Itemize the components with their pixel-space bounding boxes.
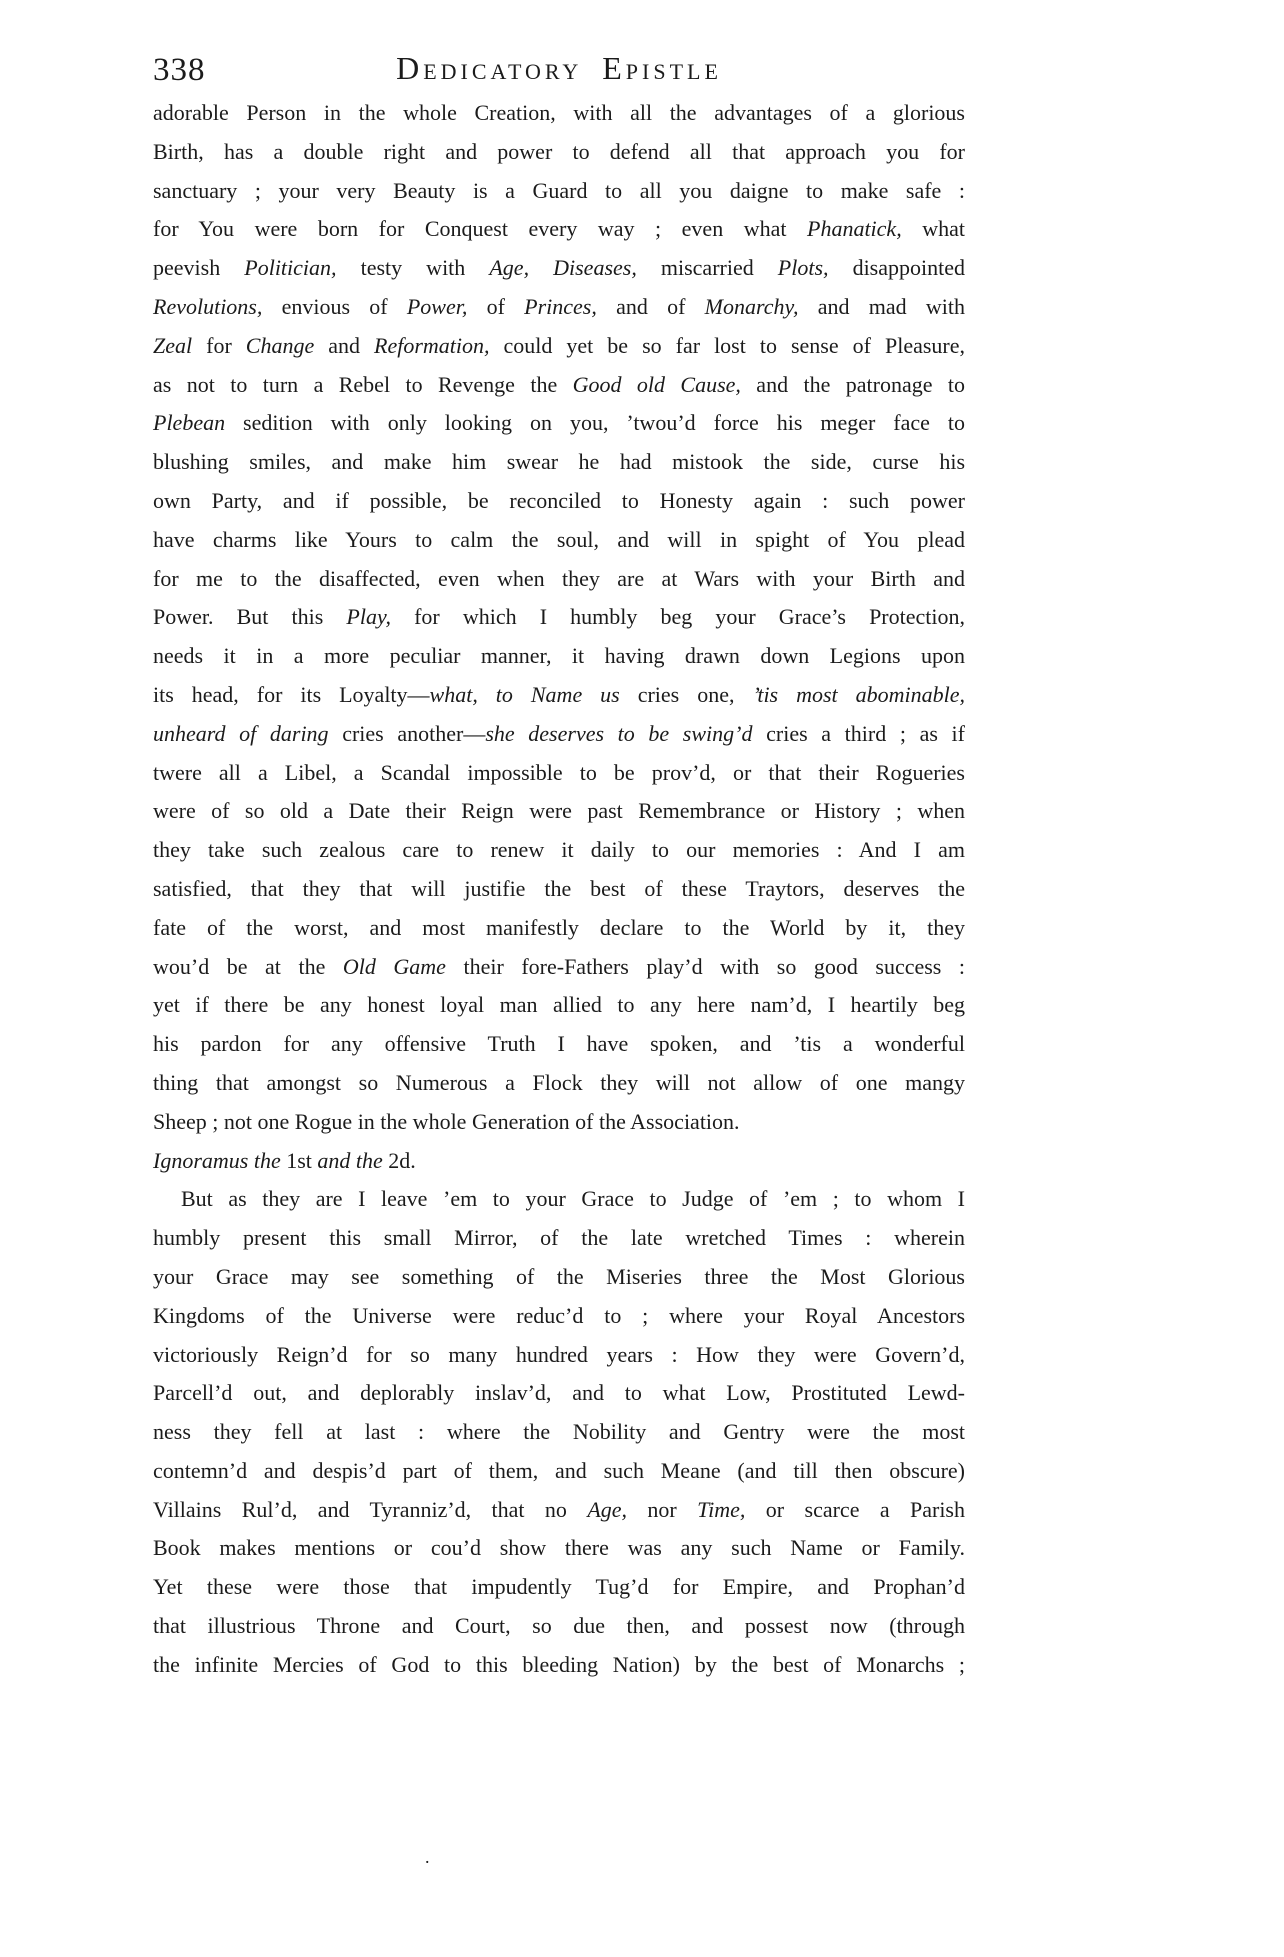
text-run: cries a third ; as if (752, 720, 965, 746)
text-run: envious of (262, 293, 407, 319)
text-run: adorable Person in the whole Creation, with all the advantages of a glorious (153, 100, 965, 125)
text-run: have charms like Yours to calm the soul, and will in spight of You plead (153, 526, 965, 552)
text-run: what (901, 216, 965, 242)
text-line (153, 1336, 965, 1375)
text-run: ness they fell at last : where the Nobility and Gentry were the most (153, 1419, 965, 1445)
italic-text-run: Plots, (777, 255, 829, 281)
italic-text-run: Time, (697, 1496, 746, 1522)
text-run: its head, for its Loyalty— (153, 681, 430, 707)
text-line (153, 1103, 965, 1142)
text-run: his pardon for any offensive Truth I have spoken, and ’tis a wonderful (153, 1031, 965, 1057)
ink-dot-artifact: . (425, 1847, 430, 1867)
text-line (153, 754, 965, 793)
text-run: that illustrious Throne and Court, so due then, and possest now (through (153, 1613, 965, 1639)
paragraph (153, 1180, 965, 1684)
paragraph (153, 94, 965, 1142)
text-line (153, 1297, 965, 1336)
text-run: disappointed (828, 255, 965, 281)
text-line (153, 133, 965, 172)
page-number: 338 (153, 52, 206, 88)
text-run: sanctuary ; your very Beauty is a Guard to all you daigne to make safe : (153, 177, 965, 203)
text-run: Yet these were those that impudently Tug’d for Empire, and Prophan’d (153, 1574, 965, 1600)
text-line (153, 366, 965, 405)
italic-text-run: Princes, (524, 293, 597, 319)
italic-text-run: Old Game (342, 953, 446, 979)
text-run: for You were born for Conquest every way ; even what (153, 216, 807, 242)
text-line (153, 327, 965, 366)
text-line (153, 1374, 965, 1413)
text-line (153, 909, 965, 948)
text-line (153, 1607, 965, 1646)
italic-text-run: Monarchy, (704, 293, 799, 319)
italic-text-run: and the (317, 1147, 383, 1173)
text-line (153, 1180, 965, 1219)
text-line (153, 521, 965, 560)
paragraph (153, 1142, 965, 1181)
text-line (153, 1452, 965, 1491)
text-run: 1st (280, 1147, 318, 1173)
running-head-title: Dedicatory Epistle (396, 50, 722, 86)
italic-text-run: Ignoramus the (153, 1147, 281, 1173)
text-run: blushing smiles, and make him swear he had mistook the side, curse his (153, 449, 965, 475)
text-run: Book makes mentions or cou’d show there was any such Name or Family. (153, 1535, 965, 1561)
italic-text-run: Zeal (153, 332, 193, 358)
text-run: wou’d be at the (153, 953, 343, 979)
text-line (153, 1258, 965, 1297)
text-line (153, 715, 965, 754)
text-run: they take such zealous care to renew it daily to our memories : And I am (153, 837, 965, 863)
text-run: miscarried (636, 255, 778, 281)
text-line (153, 1064, 965, 1103)
text-run: humbly present this small Mirror, of the late wretched Times : wherein (153, 1225, 965, 1251)
italic-text-run: Age, Diseases, (489, 255, 637, 281)
text-run: could yet be so far lost to sense of Pleasure, (489, 332, 966, 358)
italic-text-run: she deserves to be swing’d (485, 720, 753, 746)
text-line (153, 948, 965, 987)
text-line (153, 1491, 965, 1530)
text-run: as not to turn a Rebel to Revenge the (153, 371, 573, 397)
text-line (153, 792, 965, 831)
text-line (153, 1025, 965, 1064)
text-run: and mad with (798, 293, 965, 319)
italic-text-run: ’tis most abominable, (752, 681, 965, 707)
text-run: for which I humbly beg your Grace’s Protection, (391, 604, 965, 630)
italic-text-run: unheard of daring (153, 720, 329, 746)
text-line (153, 1413, 965, 1452)
text-run: Kingdoms of the Universe were reduc’d to ; where your Royal Ancestors (153, 1302, 965, 1328)
text-line (153, 249, 965, 288)
italic-text-run: Politician, (244, 255, 337, 281)
text-line (153, 598, 965, 637)
text-line (153, 1529, 965, 1568)
text-line (153, 482, 965, 521)
text-run: your Grace may see something of the Miseries three the Most Glorious (153, 1263, 965, 1289)
text-run: of (467, 293, 525, 319)
text-run: But as they are I leave ’em to your Grace to Judge of ’em ; to whom I (181, 1186, 965, 1212)
text-line (153, 288, 965, 327)
text-line (153, 831, 965, 870)
text-run: sedition with only looking on you, ’twou’d force his meger face to (225, 410, 965, 436)
italic-text-run: Good old Cause, (572, 371, 741, 397)
text-run: yet if there be any honest loyal man allied to any here nam’d, I heartily beg (153, 992, 965, 1018)
italic-text-run: Reformation, (374, 332, 490, 358)
italic-text-run: Age, (587, 1496, 628, 1522)
text-line (153, 1142, 965, 1181)
text-run: and the patronage to (740, 371, 965, 397)
text-run: for (192, 332, 246, 358)
text-run: peevish (153, 255, 245, 281)
text-line (153, 443, 965, 482)
text-run: Sheep ; not one Rogue in the whole Generation of the Association. (153, 1108, 740, 1134)
text-run: needs it in a more peculiar manner, it having drawn down Legions upon (153, 643, 965, 669)
text-run: or scarce a Parish (745, 1496, 965, 1522)
page-header (153, 50, 965, 94)
text-line (153, 210, 965, 249)
text-run: the infinite Mercies of God to this bleeding Nation) by the best of Monarchs ; (153, 1651, 965, 1677)
text-line (153, 870, 965, 909)
text-run: twere all a Libel, a Scandal impossible to be prov’d, or that their Rogueries (153, 759, 965, 785)
text-run: victoriously Reign’d for so many hundred years : How they were Govern’d, (153, 1341, 965, 1367)
text-line (153, 1568, 965, 1607)
italic-text-run: Phanatick, (807, 216, 902, 242)
text-run: own Party, and if possible, be reconciled to Honesty again : such power (153, 487, 965, 513)
text-run: were of so old a Date their Reign were past Remembrance or History ; when (153, 798, 965, 824)
text-run: cries one, (619, 681, 753, 707)
text-run: and of (596, 293, 705, 319)
text-run: nor (627, 1496, 698, 1522)
text-run: fate of the worst, and most manifestly declare to the World by it, they (153, 914, 965, 940)
text-run: Parcell’d out, and deplorably inslav’d, and to what Low, Prostituted Lewd- (153, 1380, 965, 1406)
italic-text-run: Power, (406, 293, 468, 319)
text-line (153, 560, 965, 599)
text-run: cries another— (328, 720, 486, 746)
text-run: testy with (336, 255, 490, 281)
italic-text-run: Revolutions, (153, 293, 263, 319)
text-line (153, 404, 965, 443)
text-run: contemn’d and despis’d part of them, and such Meane (and till then obscure) (153, 1457, 965, 1483)
text-run: 2d. (382, 1147, 416, 1173)
text-run: for me to the disaffected, even when they are at Wars with your Birth and (153, 565, 965, 591)
text-line (153, 637, 965, 676)
text-run: and (314, 332, 375, 358)
text-line (153, 172, 965, 211)
text-run: Birth, has a double right and power to defend all that approach you for (153, 138, 965, 164)
text-run: their fore-Fathers play’d with so good success : (445, 953, 966, 979)
text-line (153, 986, 965, 1025)
italic-text-run: Play, (346, 604, 391, 630)
italic-text-run: Plebean (153, 410, 226, 436)
text-line (153, 1219, 965, 1258)
italic-text-run: Change (245, 332, 315, 358)
text-line (153, 1646, 965, 1685)
text-line (153, 676, 965, 715)
italic-text-run: what, to Name us (429, 681, 620, 707)
text-run: Power. But this (153, 604, 347, 630)
text-run: Villains Rul’d, and Tyranniz’d, that no (153, 1496, 588, 1522)
text-run: satisfied, that they that will justifie the best of these Traytors, deserves the (153, 875, 965, 901)
page-body (153, 94, 965, 1685)
text-run: thing that amongst so Numerous a Flock they will not allow of one mangy (153, 1069, 965, 1095)
text-line (153, 94, 965, 133)
